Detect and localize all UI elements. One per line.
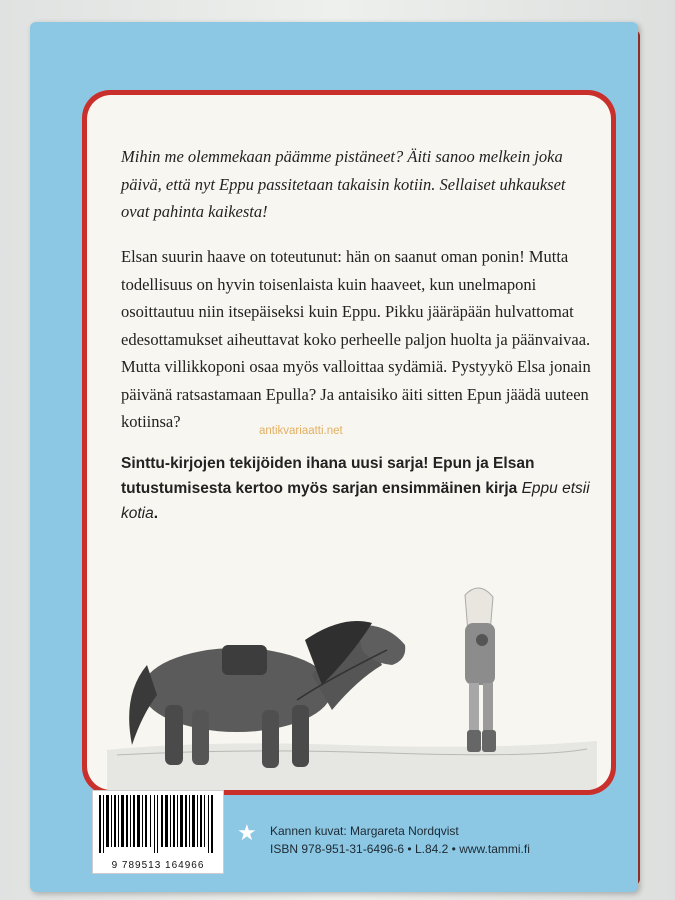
promo-text: Sinttu-kirjojen tekijöiden ihana uusi sarja! Epun ja Elsan tutustumisesta kertoo myös sarjan ensimmäinen kirja xyxy=(121,455,535,497)
cover-credits xyxy=(270,822,530,858)
cover-illustrator-credit: Kannen kuvat: Margareta Nordqvist xyxy=(270,824,459,838)
barcode-bars xyxy=(99,795,217,853)
isbn-barcode xyxy=(92,790,224,874)
girl-drawing xyxy=(465,588,496,752)
blurb-text: Elsan suurin haave on toteutunut: hän on saanut oman ponin! Mutta todellisuus on hyvin toisenlaista kuin haaveet, kun unelmaponi osoittautuu niin itsepäiseksi kuin Eppu. Pikku jääräpään hulvattomat edesottamukset aiheuttavat koko perheelle paljon huolta ja päänvaivaa. Mutta villikkoponi osaa myös valloittaa sydämiä. Pystyykö Elsa jonain päivänä ratsastamaan Epulla? Ja antaisiko äiti sitten Epun jäädä uuteen kotiinsa? xyxy=(121,247,591,431)
isbn-line: ISBN 978-951-31-6496-6 • L.84.2 • www.tammi.fi xyxy=(270,842,530,856)
barcode-digits: 9 789513 164966 xyxy=(111,860,205,871)
promo-end: . xyxy=(153,505,159,522)
series-promo xyxy=(121,451,591,526)
pony-and-girl-illustration xyxy=(87,545,611,790)
text-panel xyxy=(87,95,611,790)
star-icon: ★ xyxy=(237,820,257,845)
promo-book-title: Eppu etsii kotia xyxy=(121,480,590,522)
intro-quote: Mihin me olemmekaan päämme pistäneet? Äiti sanoo melkein joka päivä, että nyt Eppu passitetaan takaisin kotiin. Sellaiset uhkaukset ovat pahinta kaikesta! xyxy=(121,147,566,221)
book-back-cover xyxy=(30,22,638,892)
watermark: antikvariaatti.net xyxy=(259,425,343,437)
text-panel-frame xyxy=(82,90,616,795)
